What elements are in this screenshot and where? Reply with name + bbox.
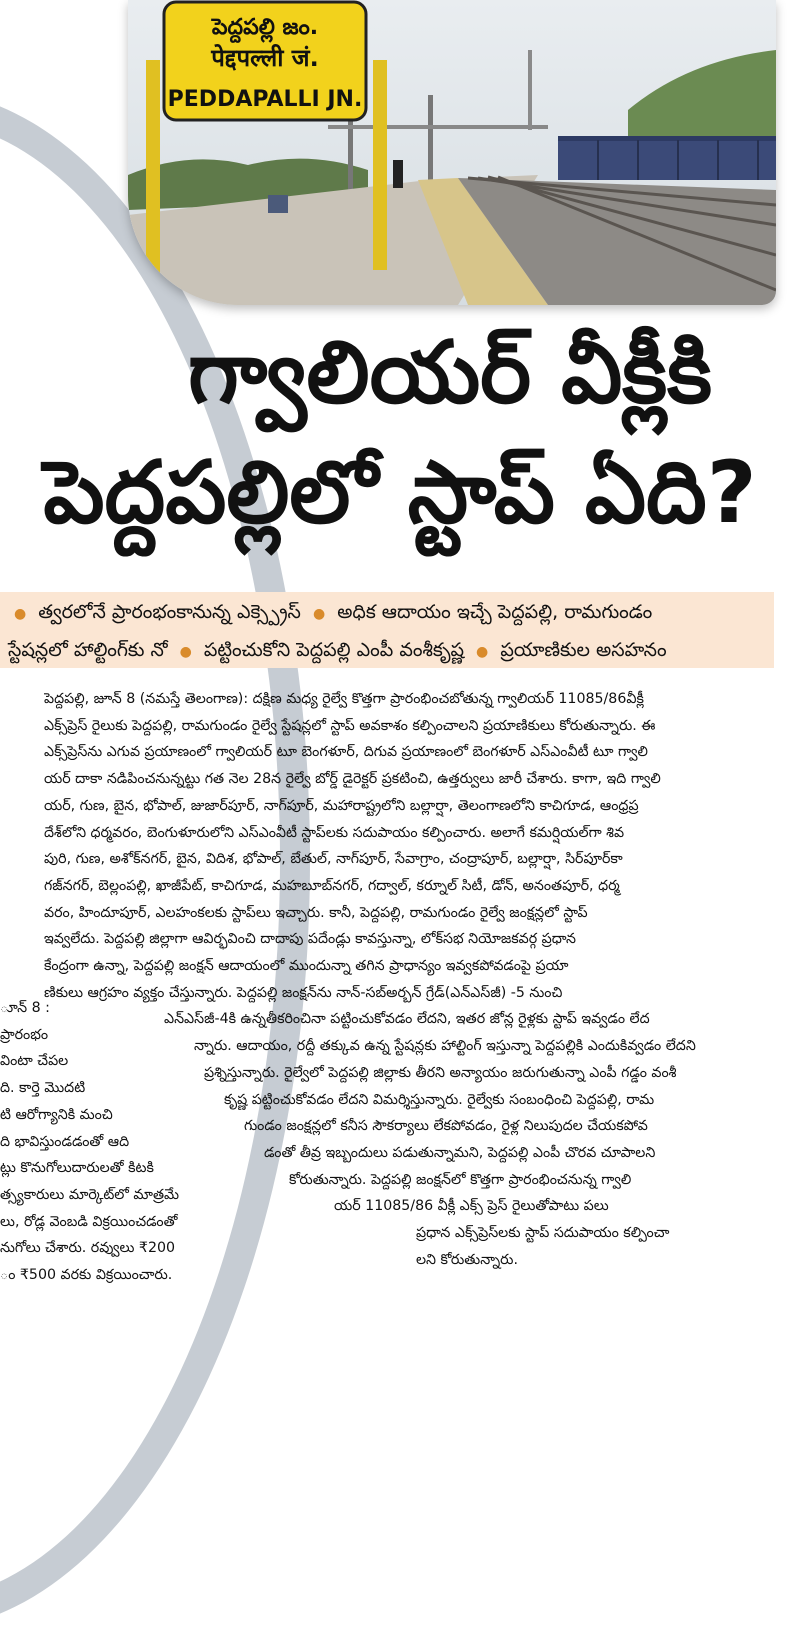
article-line: దేశ్‌లోని ధర్మవరం, బెంగుళూరులోని ఎస్ఎంవీటీ స్టాప్‌లకు సదుపాయం కల్పించారు. అలాగే కమర్షియల్‌గా శివ xyxy=(44,824,625,841)
bullet-icon: ● xyxy=(476,644,489,660)
bullet-icon: ● xyxy=(179,644,192,660)
article-line: ఎన్ఎస్‌జీ-4కి ఉన్నతీకరించినా పట్టించుకోవడం లేదని, ఇతర జోన్ల రైళ్లకు స్టాప్ ఇవ్వడం లేద xyxy=(164,1011,650,1028)
side-article-line: త్స్యకారులు మార్కెట్‌లో మాత్రమే xyxy=(0,1186,180,1203)
article-line: ప్రధాన ఎక్స్‌ప్రెస్‌లకు స్టాప్ సదుపాయం కల్పించా xyxy=(416,1225,670,1242)
article-line: న్నారు. ఆదాయం, రద్దీ తక్కువ ఉన్న స్టేషన్లకు హాల్టింగ్ ఇస్తున్నా పెద్దపల్లికి ఎందుకివ్వడం లేదని xyxy=(194,1038,696,1055)
article-line: ణికులు ఆగ్రహం వ్యక్తం చేస్తున్నారు. పెద్దపల్లి జంక్షన్‌ను నాన్-సబ్‌అర్బన్ గ్రేడ్(ఎన్ఎస్‌జీ) -5 నుంచి xyxy=(44,984,563,1001)
side-article-line: నుగోలు చేశారు. రవ్వులు ₹200 xyxy=(0,1240,176,1257)
side-article-line: ం ₹500 వరకు విక్రయించారు. xyxy=(0,1267,173,1284)
deck-item: త్వరలోనే ప్రారంభంకానున్న ఎక్స్ప్రెస్ xyxy=(38,601,301,623)
article-line: కృష్ణ పట్టించుకోవడం లేదని విమర్శిస్తున్నారు. రైల్వేకు సంబంధించి పెద్దపల్లి, రామ xyxy=(224,1091,655,1108)
deck-item: స్టేషన్లలో హాల్టింగ్‌కు నో xyxy=(8,639,168,661)
side-article-line: వింటా చేపల xyxy=(0,1053,69,1070)
article-line: యర్, గుణ, బైన, భోపాల్, జుజార్‌పూర్, నాగ్‌పూర్, మహారాష్ట్రలోని బల్లార్షా, తెలంగాణలోని కాచిగూడ, ఆంధ్రప్ర xyxy=(44,797,639,814)
headline-line-1: గ్వాలియర్ వీక్లీకి xyxy=(187,323,713,423)
article-line: ఇవ్వలేదు. పెద్దపల్లి జిల్లాగా ఆవిర్భవించి దాదాపు పదేండ్లు కావస్తున్నా, లోక్‌సభ నియోజకవర్గ ప్రధాన xyxy=(44,931,577,948)
deck-row-1 xyxy=(8,594,764,632)
article-line: లని కోరుతున్నారు. xyxy=(416,1251,518,1268)
article-line: వరం, హిందూపూర్, ఎలహంకలకు స్టాప్‌లు ఇచ్చారు. కానీ, పెద్దపల్లి, రామగుండం రైల్వే జంక్షన్లలో స్టాప్ xyxy=(44,904,588,921)
side-article-line: టి ఆరోగ్యానికి మంచి xyxy=(0,1106,113,1123)
deck-item: ప్రయాణికుల అసహనం xyxy=(500,639,667,661)
side-article-line: లు, రోడ్ల వెంబడి విక్రయించడంతో xyxy=(0,1213,178,1230)
headline-line-2: పెద్దపల్లిలో స్టాప్ ఏది? xyxy=(43,443,757,543)
side-article-line: ది భావిస్తుండడంతో ఆది xyxy=(0,1133,130,1150)
side-article-body xyxy=(0,995,240,1289)
deck-item: అధిక ఆదాయం ఇచ్చే పెద్దపల్లి, రామగుండం xyxy=(337,601,653,623)
article-line: డంతో తీవ్ర ఇబ్బందులు పడుతున్నామని, పెద్దపల్లి ఎంపీ చొరవ చూపాలని xyxy=(264,1144,656,1161)
article-line: గజ్‌నగర్, బెల్లంపల్లి, ఖాజీపేట్, కాచిగూడ, మహబూబ్‌నగర్, గద్వాల్, కర్నూల్ సిటీ, డోన్, అనంతపూర్, ధర్మ xyxy=(44,877,620,894)
article-line: యర్ దాకా నడిపించనున్నట్టు గత నెల 28న రైల్వే బోర్డ్ డైరెక్టర్ ప్రకటించి, ఉత్తర్వులు జారీ చేశారు. కాగా, ఇది గ్వాలి xyxy=(44,771,661,788)
sign-telugu: పెద్దపల్లి జం. xyxy=(211,15,319,40)
article-line: యర్ 11085/86 వీక్లీ ఎక్స్ ప్రెస్ రైలుతోపాటు పలు xyxy=(334,1198,609,1215)
side-article-line: ప్రారంభం xyxy=(0,1026,49,1043)
article-line: కేంద్రంగా ఉన్నా, పెద్దపల్లి జంక్షన్ ఆదాయంలో ముందున్నా తగిన ప్రాధాన్యం ఇవ్వకపోవడంపై ప్రయా xyxy=(44,958,569,975)
station-photo xyxy=(128,0,776,305)
deck-highlights xyxy=(0,592,774,668)
sign-english: PEDDAPALLI JN. xyxy=(167,87,363,112)
article-line: ఎక్స్‌ప్రెస్ రైలుకు పెద్దపల్లి, రామగుండం రైల్వే స్టేషన్లలో స్టాప్ అవకాశం కల్పించాలని ప్రయాణికులు కోరుతున్నారు. ఈ xyxy=(44,717,656,734)
side-article-line: ూన్ 8 : xyxy=(0,1000,50,1016)
bullet-icon: ● xyxy=(14,606,27,622)
article-line: గుండం జంక్షన్లలో కనీస సౌకర్యాలు లేకపోవడం, రైళ్ల నిలుపుదల చేయకపోవ xyxy=(244,1118,648,1135)
article-line: పెద్దపల్లి, జూన్ 8 (నమస్తే తెలంగాణ): దక్షిణ మధ్య రైల్వే కొత్తగా ప్రారంభించబోతున్న గ్వాలియర్ 11085/86వీక్లీ xyxy=(44,691,644,707)
bullet-icon: ● xyxy=(312,606,326,622)
article-line: ప్రశ్నిస్తున్నారు. రైల్వేలో పెద్దపల్లి జిల్లాకు తీరని అన్యాయం జరుగుతున్నా ఎంపీ గడ్డం వంశీ xyxy=(204,1064,677,1081)
deck-row-2 xyxy=(8,632,764,668)
sign-hindi: पेद्दपल्ली जं. xyxy=(211,44,319,72)
deck-item: పట్టించుకోని పెద్దపల్లి ఎంపీ వంశీకృష్ణ xyxy=(203,639,464,661)
side-article-line: ది. కార్తె మొదటి xyxy=(0,1080,86,1097)
side-article-line: ట్లు కొనుగోలుదారులతో కిటకి xyxy=(0,1160,154,1177)
article-line: కోరుతున్నారు. పెద్దపల్లి జంక్షన్‌లో కొత్తగా ప్రారంభించనున్న గ్వాలి xyxy=(289,1171,632,1188)
article-line: ఎక్స్‌ప్రెస్‌ను ఎగువ ప్రయాణంలో గ్వాలియర్ టూ బెంగళూర్, దిగువ ప్రయాణంలో బెంగళూర్ ఎస్ఎంవీటీ టూ గ్వాలి xyxy=(44,744,648,761)
article-line: పురి, గుణ, అశోక్‌నగర్, బైన, విదిశ, భోపాల్, బేతుల్, నాగ్‌పూర్, సేవాగ్రాం, చంద్రాపూర్, బల్లార్షా, సిర్‌పూర్‌కా xyxy=(44,851,623,868)
